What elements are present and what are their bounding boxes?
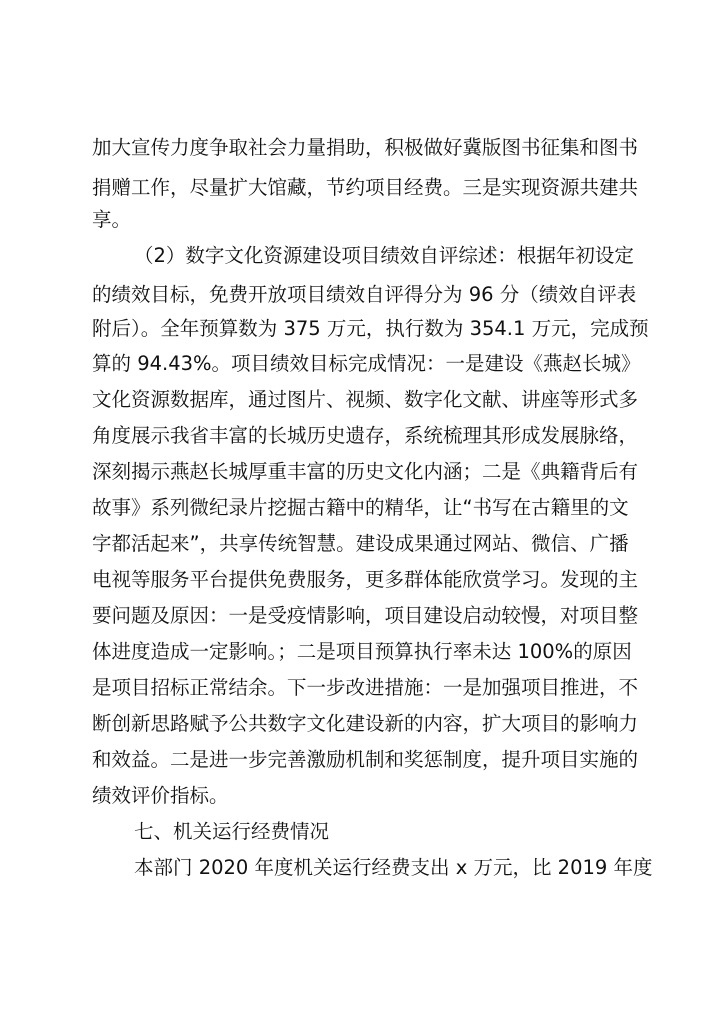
paragraph-line: 捐赠工作，尽量扩大馆藏，节约项目经费。三是实现资源共建共 — [92, 176, 639, 199]
paragraph-line: 加大宣传力度争取社会力量捐助，积极做好冀版图书征集和图书 — [92, 136, 639, 159]
section-heading: 七、机关运行经费情况 — [134, 820, 330, 843]
paragraph-line: 体进度造成一定影响。；二是项目预算执行率未达 100%的原因 — [92, 640, 632, 663]
paragraph-line: 电视等服务平台提供免费服务，更多群体能欣赏学习。发现的主 — [92, 568, 639, 591]
paragraph-line: 算的 94.43%。项目绩效目标完成情况：一是建设《燕赵长城》 — [92, 352, 641, 375]
paragraph-line: 断创新思路赋予公共数字文化建设新的内容，扩大项目的影响力 — [92, 712, 639, 735]
paragraph-line: 是项目招标正常结余。下一步改进措施：一是加强项目推进，不 — [92, 676, 639, 699]
paragraph-line: 深刻揭示燕赵长城厚重丰富的历史文化内涵；二是《典籍背后有 — [92, 460, 639, 483]
paragraph-line: 享。 — [92, 208, 132, 231]
paragraph-line: 附后）。全年预算数为 375 万元，执行数为 354.1 万元，完成预 — [92, 317, 649, 340]
paragraph-line: 要问题及原因：一是受疫情影响，项目建设启动较慢，对项目整 — [92, 604, 639, 627]
paragraph-line: 和效益。二是进一步完善激励机制和奖惩制度，提升项目实施的 — [92, 748, 639, 771]
paragraph-line: 本部门 2020 年度机关运行经费支出 x 万元，比 2019 年度 — [134, 856, 653, 879]
paragraph-line: 角度展示我省丰富的长城历史遗存，系统梳理其形成发展脉络， — [92, 424, 639, 447]
paragraph-line: 字都活起来”，共享传统智慧。建设成果通过网站、微信、广播 — [92, 532, 629, 555]
paragraph-line: 文化资源数据库，通过图片、视频、数字化文献、讲座等形式多 — [92, 388, 639, 411]
paragraph-line: 绩效评价指标。 — [92, 784, 229, 807]
paragraph-line: 故事》系列微纪录片挖掘古籍中的精华，让“书写在古籍里的文 — [92, 496, 629, 519]
paragraph-line: 的绩效目标，免费开放项目绩效自评得分为 96 分（绩效自评表 — [92, 283, 637, 306]
section-heading-line: （2）数字文化资源建设项目绩效自评综述：根据年初设定 — [134, 244, 634, 267]
